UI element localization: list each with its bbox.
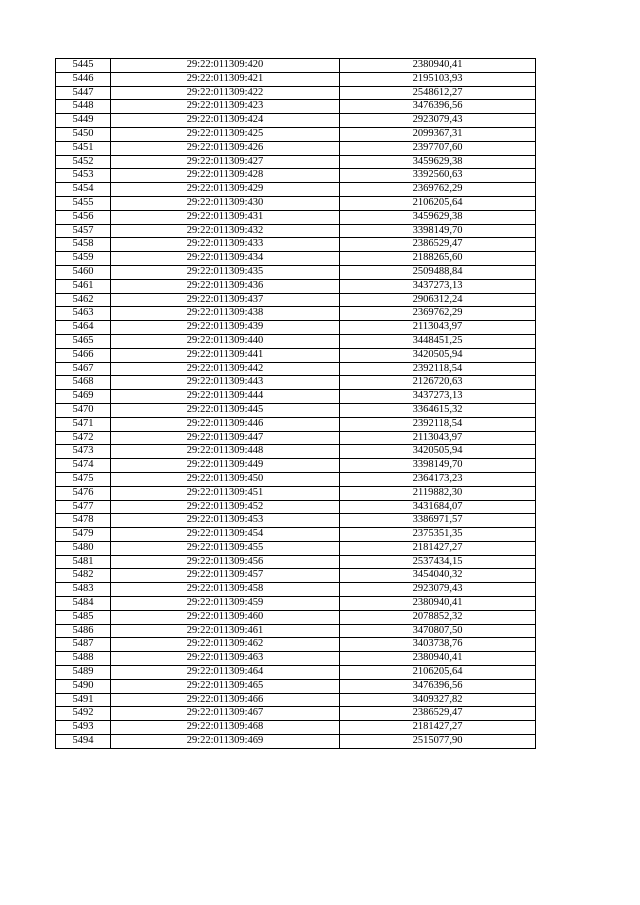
- cadastral-number-cell: 29:22:011309:453: [111, 514, 340, 528]
- row-number-cell: 5468: [56, 376, 111, 390]
- table-row: [56, 279, 536, 293]
- row-number-cell: 5447: [56, 86, 111, 100]
- row-number-cell: 5473: [56, 445, 111, 459]
- cadastral-number-cell: 29:22:011309:433: [111, 238, 340, 252]
- row-number-cell: 5470: [56, 403, 111, 417]
- row-number-cell: 5474: [56, 459, 111, 473]
- value-cell: 3459629,38: [340, 210, 536, 224]
- value-cell: 2188265,60: [340, 252, 536, 266]
- row-number-cell: 5489: [56, 666, 111, 680]
- row-number-cell: 5453: [56, 169, 111, 183]
- cadastral-number-cell: 29:22:011309:466: [111, 693, 340, 707]
- table-row: [56, 459, 536, 473]
- value-cell: 2906312,24: [340, 293, 536, 307]
- table-row: [56, 403, 536, 417]
- value-cell: 3459629,38: [340, 155, 536, 169]
- table-row: [56, 638, 536, 652]
- value-cell: 3398149,70: [340, 224, 536, 238]
- row-number-cell: 5448: [56, 100, 111, 114]
- value-cell: 2078852,32: [340, 610, 536, 624]
- table-row: [56, 72, 536, 86]
- table-row: [56, 141, 536, 155]
- table-row: [56, 666, 536, 680]
- table-row: [56, 252, 536, 266]
- cadastral-number-cell: 29:22:011309:429: [111, 183, 340, 197]
- value-cell: 3398149,70: [340, 459, 536, 473]
- table-row: [56, 610, 536, 624]
- cadastral-number-cell: 29:22:011309:434: [111, 252, 340, 266]
- row-number-cell: 5445: [56, 59, 111, 73]
- row-number-cell: 5484: [56, 597, 111, 611]
- cadastral-number-cell: 29:22:011309:444: [111, 390, 340, 404]
- value-cell: 2380940,41: [340, 652, 536, 666]
- row-number-cell: 5452: [56, 155, 111, 169]
- row-number-cell: 5456: [56, 210, 111, 224]
- value-cell: 3470807,50: [340, 624, 536, 638]
- table-row: [56, 472, 536, 486]
- value-cell: 2923079,43: [340, 583, 536, 597]
- value-cell: 3476396,56: [340, 679, 536, 693]
- cadastral-number-cell: 29:22:011309:442: [111, 362, 340, 376]
- table-row: [56, 376, 536, 390]
- cadastral-number-cell: 29:22:011309:422: [111, 86, 340, 100]
- table-row: [56, 417, 536, 431]
- value-cell: 2369762,29: [340, 183, 536, 197]
- row-number-cell: 5493: [56, 721, 111, 735]
- value-cell: 3420505,94: [340, 445, 536, 459]
- row-number-cell: 5486: [56, 624, 111, 638]
- row-number-cell: 5492: [56, 707, 111, 721]
- cadastral-number-cell: 29:22:011309:436: [111, 279, 340, 293]
- cadastral-number-cell: 29:22:011309:445: [111, 403, 340, 417]
- cadastral-number-cell: 29:22:011309:435: [111, 265, 340, 279]
- table-row: [56, 707, 536, 721]
- value-cell: 3420505,94: [340, 348, 536, 362]
- value-cell: 3476396,56: [340, 100, 536, 114]
- cadastral-number-cell: 29:22:011309:454: [111, 528, 340, 542]
- row-number-cell: 5449: [56, 114, 111, 128]
- value-cell: 2386529,47: [340, 238, 536, 252]
- value-cell: 3437273,13: [340, 279, 536, 293]
- value-cell: 2113043,97: [340, 431, 536, 445]
- table-row: [56, 307, 536, 321]
- table-row: [56, 293, 536, 307]
- row-number-cell: 5469: [56, 390, 111, 404]
- row-number-cell: 5494: [56, 735, 111, 749]
- row-number-cell: 5451: [56, 141, 111, 155]
- table-row: [56, 155, 536, 169]
- cadastral-number-cell: 29:22:011309:447: [111, 431, 340, 445]
- table-row: [56, 169, 536, 183]
- row-number-cell: 5458: [56, 238, 111, 252]
- value-cell: 2364173,23: [340, 472, 536, 486]
- value-cell: 2126720,63: [340, 376, 536, 390]
- cadastral-number-cell: 29:22:011309:425: [111, 127, 340, 141]
- table-row: [56, 528, 536, 542]
- table-row: [56, 59, 536, 73]
- table-row: [56, 431, 536, 445]
- value-cell: 2515077,90: [340, 735, 536, 749]
- value-cell: 2380940,41: [340, 59, 536, 73]
- table-row: [56, 486, 536, 500]
- row-number-cell: 5450: [56, 127, 111, 141]
- table-row: [56, 196, 536, 210]
- row-number-cell: 5490: [56, 679, 111, 693]
- row-number-cell: 5446: [56, 72, 111, 86]
- table-row: [56, 127, 536, 141]
- value-cell: 2509488,84: [340, 265, 536, 279]
- row-number-cell: 5476: [56, 486, 111, 500]
- cadastral-number-cell: 29:22:011309:439: [111, 321, 340, 335]
- table-row: [56, 334, 536, 348]
- table-row: [56, 679, 536, 693]
- row-number-cell: 5479: [56, 528, 111, 542]
- row-number-cell: 5465: [56, 334, 111, 348]
- row-number-cell: 5459: [56, 252, 111, 266]
- table-row: [56, 500, 536, 514]
- cadastral-number-cell: 29:22:011309:460: [111, 610, 340, 624]
- value-cell: 2548612,27: [340, 86, 536, 100]
- cadastral-number-cell: 29:22:011309:457: [111, 569, 340, 583]
- table-row: [56, 721, 536, 735]
- value-cell: 2923079,43: [340, 114, 536, 128]
- table-row: [56, 693, 536, 707]
- cadastral-number-cell: 29:22:011309:456: [111, 555, 340, 569]
- row-number-cell: 5461: [56, 279, 111, 293]
- row-number-cell: 5491: [56, 693, 111, 707]
- row-number-cell: 5454: [56, 183, 111, 197]
- cadastral-number-cell: 29:22:011309:463: [111, 652, 340, 666]
- row-number-cell: 5487: [56, 638, 111, 652]
- table-row: [56, 445, 536, 459]
- cadastral-number-cell: 29:22:011309:430: [111, 196, 340, 210]
- table-row: [56, 541, 536, 555]
- value-cell: 2181427,27: [340, 541, 536, 555]
- value-cell: 2392118,54: [340, 362, 536, 376]
- cadastral-value-table: [55, 58, 536, 749]
- cadastral-number-cell: 29:22:011309:450: [111, 472, 340, 486]
- cadastral-number-cell: 29:22:011309:443: [111, 376, 340, 390]
- row-number-cell: 5475: [56, 472, 111, 486]
- table-row: [56, 210, 536, 224]
- cadastral-number-cell: 29:22:011309:458: [111, 583, 340, 597]
- cadastral-number-cell: 29:22:011309:469: [111, 735, 340, 749]
- value-cell: 2392118,54: [340, 417, 536, 431]
- table-row: [56, 86, 536, 100]
- cadastral-number-cell: 29:22:011309:455: [111, 541, 340, 555]
- row-number-cell: 5455: [56, 196, 111, 210]
- cadastral-number-cell: 29:22:011309:431: [111, 210, 340, 224]
- value-cell: 3454040,32: [340, 569, 536, 583]
- row-number-cell: 5471: [56, 417, 111, 431]
- value-cell: 2106205,64: [340, 666, 536, 680]
- row-number-cell: 5481: [56, 555, 111, 569]
- row-number-cell: 5464: [56, 321, 111, 335]
- cadastral-number-cell: 29:22:011309:440: [111, 334, 340, 348]
- table-row: [56, 583, 536, 597]
- cadastral-number-cell: 29:22:011309:420: [111, 59, 340, 73]
- cadastral-number-cell: 29:22:011309:437: [111, 293, 340, 307]
- value-cell: 3392560,63: [340, 169, 536, 183]
- value-cell: 2195103,93: [340, 72, 536, 86]
- row-number-cell: 5478: [56, 514, 111, 528]
- cadastral-number-cell: 29:22:011309:449: [111, 459, 340, 473]
- cadastral-number-cell: 29:22:011309:423: [111, 100, 340, 114]
- value-cell: 2397707,60: [340, 141, 536, 155]
- value-cell: 3403738,76: [340, 638, 536, 652]
- row-number-cell: 5477: [56, 500, 111, 514]
- cadastral-number-cell: 29:22:011309:468: [111, 721, 340, 735]
- value-cell: 3364615,32: [340, 403, 536, 417]
- cadastral-number-cell: 29:22:011309:462: [111, 638, 340, 652]
- table-row: [56, 183, 536, 197]
- cadastral-number-cell: 29:22:011309:459: [111, 597, 340, 611]
- row-number-cell: 5462: [56, 293, 111, 307]
- table-row: [56, 597, 536, 611]
- table-row: [56, 224, 536, 238]
- table-row: [56, 348, 536, 362]
- value-cell: 2537434,15: [340, 555, 536, 569]
- value-cell: 3448451,25: [340, 334, 536, 348]
- row-number-cell: 5472: [56, 431, 111, 445]
- table-row: [56, 652, 536, 666]
- cadastral-number-cell: 29:22:011309:464: [111, 666, 340, 680]
- cadastral-number-cell: 29:22:011309:465: [111, 679, 340, 693]
- table-row: [56, 390, 536, 404]
- table-row: [56, 114, 536, 128]
- table-row: [56, 238, 536, 252]
- row-number-cell: 5463: [56, 307, 111, 321]
- cadastral-number-cell: 29:22:011309:467: [111, 707, 340, 721]
- row-number-cell: 5483: [56, 583, 111, 597]
- row-number-cell: 5480: [56, 541, 111, 555]
- cadastral-number-cell: 29:22:011309:427: [111, 155, 340, 169]
- table-row: [56, 735, 536, 749]
- cadastral-number-cell: 29:22:011309:426: [111, 141, 340, 155]
- table-row: [56, 362, 536, 376]
- value-cell: 3431684,07: [340, 500, 536, 514]
- value-cell: 2380940,41: [340, 597, 536, 611]
- cadastral-number-cell: 29:22:011309:448: [111, 445, 340, 459]
- cadastral-number-cell: 29:22:011309:441: [111, 348, 340, 362]
- table-row: [56, 624, 536, 638]
- table-row: [56, 514, 536, 528]
- row-number-cell: 5482: [56, 569, 111, 583]
- value-cell: 3386971,57: [340, 514, 536, 528]
- row-number-cell: 5457: [56, 224, 111, 238]
- value-cell: 3409327,82: [340, 693, 536, 707]
- cadastral-number-cell: 29:22:011309:424: [111, 114, 340, 128]
- table-body: [56, 59, 536, 749]
- cadastral-number-cell: 29:22:011309:452: [111, 500, 340, 514]
- value-cell: 3437273,13: [340, 390, 536, 404]
- value-cell: 2375351,35: [340, 528, 536, 542]
- value-cell: 2113043,97: [340, 321, 536, 335]
- value-cell: 2119882,30: [340, 486, 536, 500]
- cadastral-number-cell: 29:22:011309:432: [111, 224, 340, 238]
- cadastral-number-cell: 29:22:011309:428: [111, 169, 340, 183]
- row-number-cell: 5467: [56, 362, 111, 376]
- row-number-cell: 5488: [56, 652, 111, 666]
- value-cell: 2099367,31: [340, 127, 536, 141]
- row-number-cell: 5460: [56, 265, 111, 279]
- value-cell: 2106205,64: [340, 196, 536, 210]
- cadastral-number-cell: 29:22:011309:421: [111, 72, 340, 86]
- table-row: [56, 555, 536, 569]
- value-cell: 2386529,47: [340, 707, 536, 721]
- cadastral-number-cell: 29:22:011309:451: [111, 486, 340, 500]
- table-row: [56, 569, 536, 583]
- value-cell: 2181427,27: [340, 721, 536, 735]
- table-row: [56, 265, 536, 279]
- cadastral-number-cell: 29:22:011309:438: [111, 307, 340, 321]
- row-number-cell: 5466: [56, 348, 111, 362]
- cadastral-number-cell: 29:22:011309:461: [111, 624, 340, 638]
- table-row: [56, 321, 536, 335]
- value-cell: 2369762,29: [340, 307, 536, 321]
- row-number-cell: 5485: [56, 610, 111, 624]
- table-row: [56, 100, 536, 114]
- cadastral-number-cell: 29:22:011309:446: [111, 417, 340, 431]
